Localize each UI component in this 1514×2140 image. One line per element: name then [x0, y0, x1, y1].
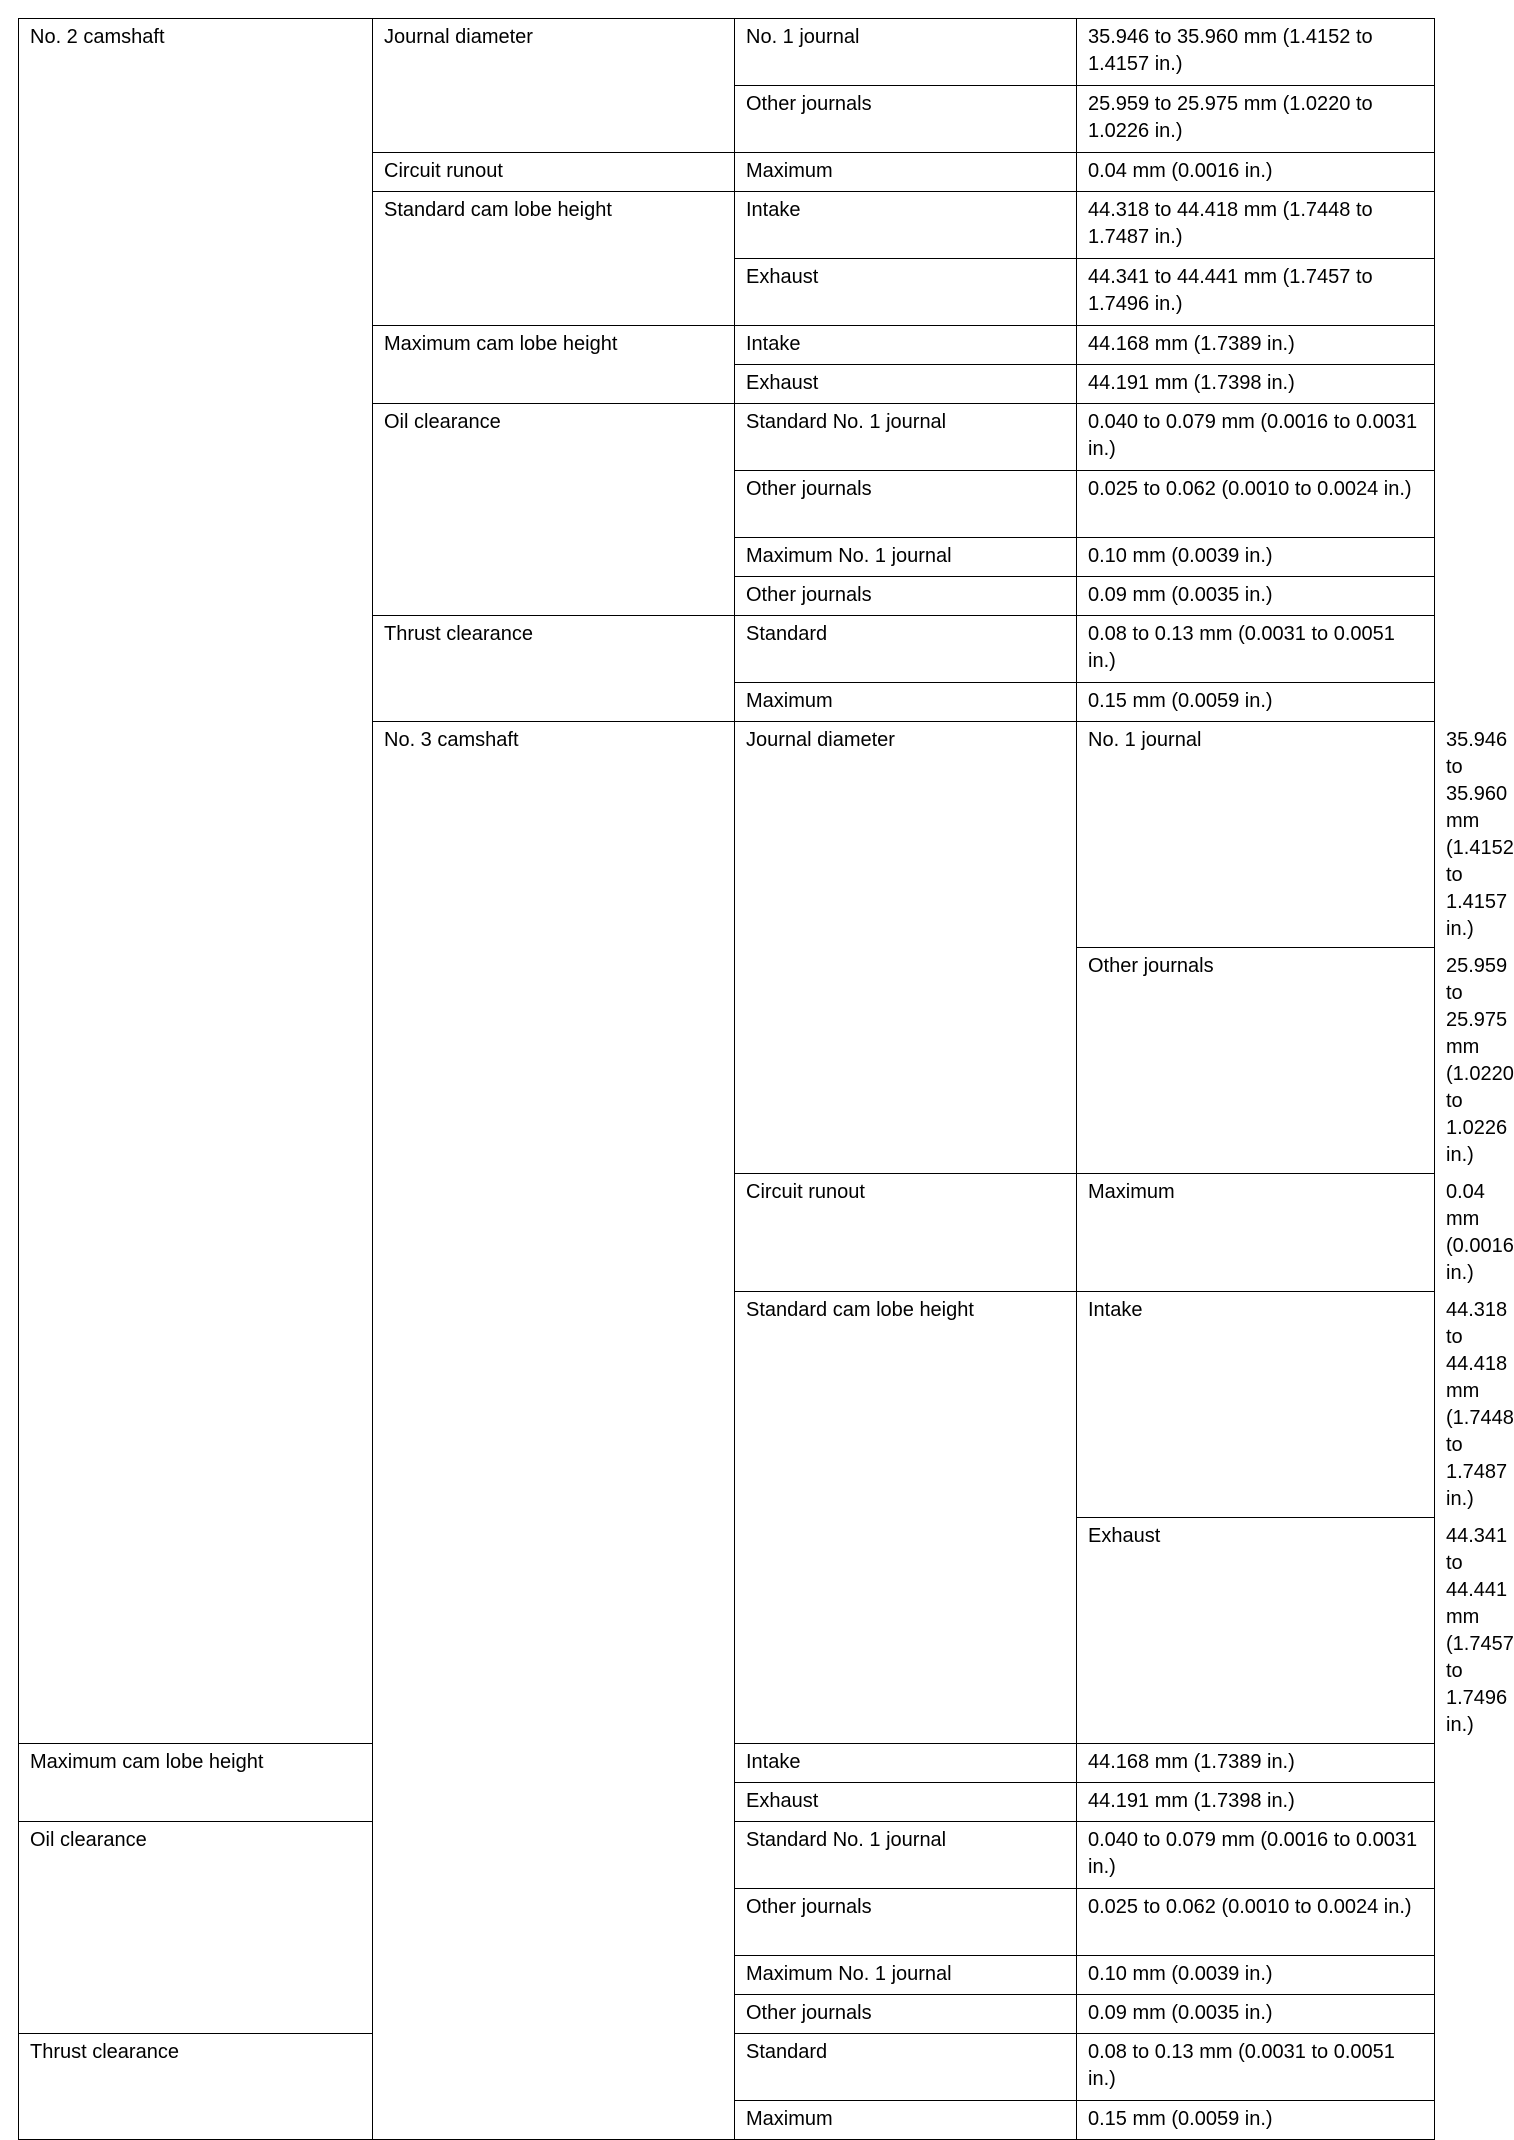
spec-condition: Maximum: [735, 153, 1077, 192]
camshaft-name: No. 2 camshaft: [19, 19, 373, 1744]
spec-condition: Maximum: [735, 683, 1077, 722]
spec-value: 0.15 mm (0.0059 in.): [1077, 683, 1435, 722]
spec-condition: No. 1 journal: [1077, 722, 1435, 948]
spec-condition: Other journals: [735, 86, 1077, 153]
table-row: [19, 19, 1435, 86]
spec-value: 0.15 mm (0.0059 in.): [1077, 2101, 1435, 2140]
spec-item: Circuit runout: [373, 153, 735, 192]
spec-item: Circuit runout: [735, 1174, 1077, 1292]
spec-item: Thrust clearance: [373, 616, 735, 722]
spec-value: 0.09 mm (0.0035 in.): [1077, 1995, 1435, 2034]
spec-table-body: [19, 19, 1514, 2140]
spec-condition: Standard: [735, 616, 1077, 683]
spec-condition: Exhaust: [735, 259, 1077, 326]
spec-condition: Maximum: [735, 2101, 1077, 2140]
spec-value: 44.191 mm (1.7398 in.): [1077, 1783, 1435, 1822]
camshaft-name: No. 3 camshaft: [373, 722, 735, 2140]
spec-value: 44.191 mm (1.7398 in.): [1077, 365, 1435, 404]
spec-item: Journal diameter: [373, 19, 735, 153]
spec-condition: Intake: [735, 192, 1077, 259]
spec-value: 0.08 to 0.13 mm (0.0031 to 0.0051 in.): [1077, 616, 1435, 683]
spec-condition: Maximum No. 1 journal: [735, 1956, 1077, 1995]
spec-condition: Other journals: [1077, 948, 1435, 1174]
spec-value: 35.946 to 35.960 mm (1.4152 to 1.4157 in.): [1077, 19, 1435, 86]
spec-condition: Other journals: [735, 471, 1077, 538]
spec-condition: Standard No. 1 journal: [735, 404, 1077, 471]
spec-item: Maximum cam lobe height: [19, 1744, 373, 1822]
spec-value: 0.10 mm (0.0039 in.): [1077, 1956, 1435, 1995]
spec-condition: Intake: [735, 326, 1077, 365]
table-row: Other journals 25.959 to 25.975 mm (1.0220 to 1.0226 in.): [19, 948, 1435, 1174]
spec-value: 0.09 mm (0.0035 in.): [1077, 577, 1435, 616]
spec-condition: Maximum: [1077, 1174, 1435, 1292]
spec-value: 0.025 to 0.062 (0.0010 to 0.0024 in.): [1077, 1889, 1435, 1956]
table-row: Standard cam lobe height Intake 44.318 to 44.418 mm (1.7448 to 1.7487 in.): [19, 1292, 1435, 1518]
spec-value: 0.10 mm (0.0039 in.): [1077, 538, 1435, 577]
spec-value: 44.318 to 44.418 mm (1.7448 to 1.7487 in.): [1077, 192, 1435, 259]
spec-item: Thrust clearance: [19, 2034, 373, 2140]
spec-condition: Other journals: [735, 1889, 1077, 1956]
spec-item: Standard cam lobe height: [373, 192, 735, 326]
spec-value: 44.168 mm (1.7389 in.): [1077, 1744, 1435, 1783]
spec-condition: Intake: [1077, 1292, 1435, 1518]
table-row: Exhaust 44.341 to 44.441 mm (1.7457 to 1.7496 in.): [19, 1518, 1435, 1744]
spec-value: 25.959 to 25.975 mm (1.0220 to 1.0226 in.): [1077, 86, 1435, 153]
spec-item: Oil clearance: [373, 404, 735, 616]
spec-item: Maximum cam lobe height: [373, 326, 735, 404]
spec-item: Journal diameter: [735, 722, 1077, 1174]
camshaft-spec-table: [18, 18, 1514, 2140]
spec-condition: Maximum No. 1 journal: [735, 538, 1077, 577]
spec-item: Oil clearance: [19, 1822, 373, 2034]
spec-value: 44.168 mm (1.7389 in.): [1077, 326, 1435, 365]
spec-condition: Intake: [735, 1744, 1077, 1783]
spec-condition: Exhaust: [1077, 1518, 1435, 1744]
spec-value: 44.341 to 44.441 mm (1.7457 to 1.7496 in.): [1077, 259, 1435, 326]
spec-item: Standard cam lobe height: [735, 1292, 1077, 1744]
spec-condition: Standard No. 1 journal: [735, 1822, 1077, 1889]
spec-condition: No. 1 journal: [735, 19, 1077, 86]
spec-condition: Other journals: [735, 1995, 1077, 2034]
spec-condition: Exhaust: [735, 365, 1077, 404]
table-row: No. 3 camshaft Journal diameter No. 1 journal 35.946 to 35.960 mm (1.4152 to 1.4157 in.): [19, 722, 1435, 948]
spec-value: 0.025 to 0.062 (0.0010 to 0.0024 in.): [1077, 471, 1435, 538]
spec-condition: Other journals: [735, 577, 1077, 616]
spec-condition: Standard: [735, 2034, 1077, 2101]
table-row: Circuit runout Maximum 0.04 mm (0.0016 in.): [19, 1174, 1435, 1292]
spec-value: 0.040 to 0.079 mm (0.0016 to 0.0031 in.): [1077, 1822, 1435, 1889]
spec-condition: Exhaust: [735, 1783, 1077, 1822]
spec-value: 0.08 to 0.13 mm (0.0031 to 0.0051 in.): [1077, 2034, 1435, 2101]
spec-value: 0.040 to 0.079 mm (0.0016 to 0.0031 in.): [1077, 404, 1435, 471]
spec-value: 0.04 mm (0.0016 in.): [1077, 153, 1435, 192]
